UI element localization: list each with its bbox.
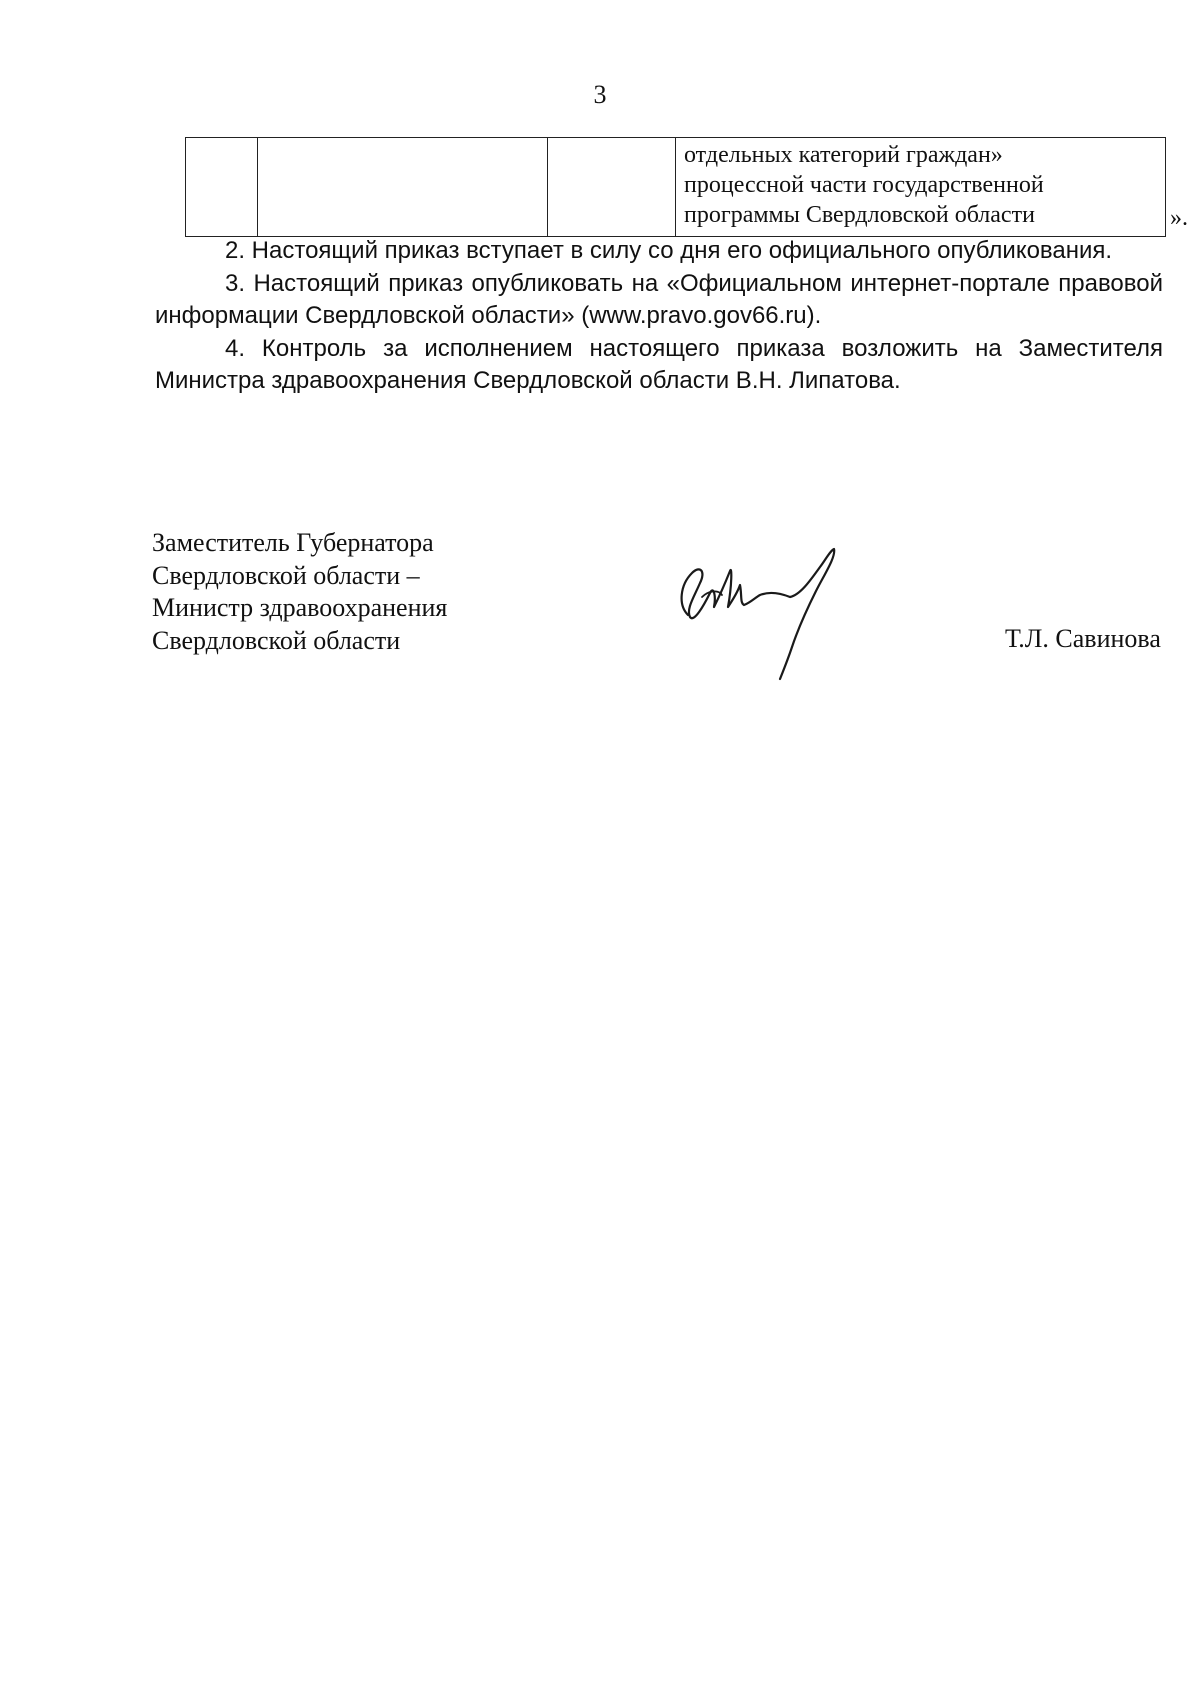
table-cell-number	[186, 138, 258, 237]
page-number: 3	[593, 80, 607, 109]
signer-position-line: Заместитель Губернатора	[152, 528, 434, 557]
signer-name: Т.Л. Савинова	[1005, 624, 1161, 653]
order-body	[155, 235, 1163, 398]
signer-position-line: Свердловской области	[152, 625, 401, 655]
signer-position-line: Свердловской области –	[152, 560, 420, 590]
signer-position-line: Министр здравоохранения	[152, 593, 448, 622]
table-cell-empty	[548, 138, 676, 237]
paragraph-control: 4. Контроль за исполнением настоящего приказа возложить на Заместителя Министра здравоохранения Свердловской области В.Н. Липатова.	[155, 334, 1163, 394]
table-text-line: отдельных категорий граждан»	[684, 142, 1003, 168]
table-cell-text	[676, 138, 1166, 237]
table-cell-empty	[258, 138, 548, 237]
paragraph-effective-date: 2. Настоящий приказ вступает в силу со дня его официального опубликования.	[225, 237, 1113, 264]
table-text-line: процессной части государственной	[684, 172, 1044, 198]
signer-position	[152, 527, 447, 657]
handwritten-signature	[670, 545, 870, 685]
closing-quote: ».	[1170, 205, 1188, 231]
paragraph-publication: 3. Настоящий приказ опубликовать на «Официальном интернет-портале правовой информации Свердловской области» (www.pravo.gov66.ru).	[155, 269, 1163, 329]
table-row	[186, 138, 1166, 237]
continuation-table	[185, 137, 1166, 237]
table-text-line: программы Свердловской области	[684, 202, 1035, 228]
